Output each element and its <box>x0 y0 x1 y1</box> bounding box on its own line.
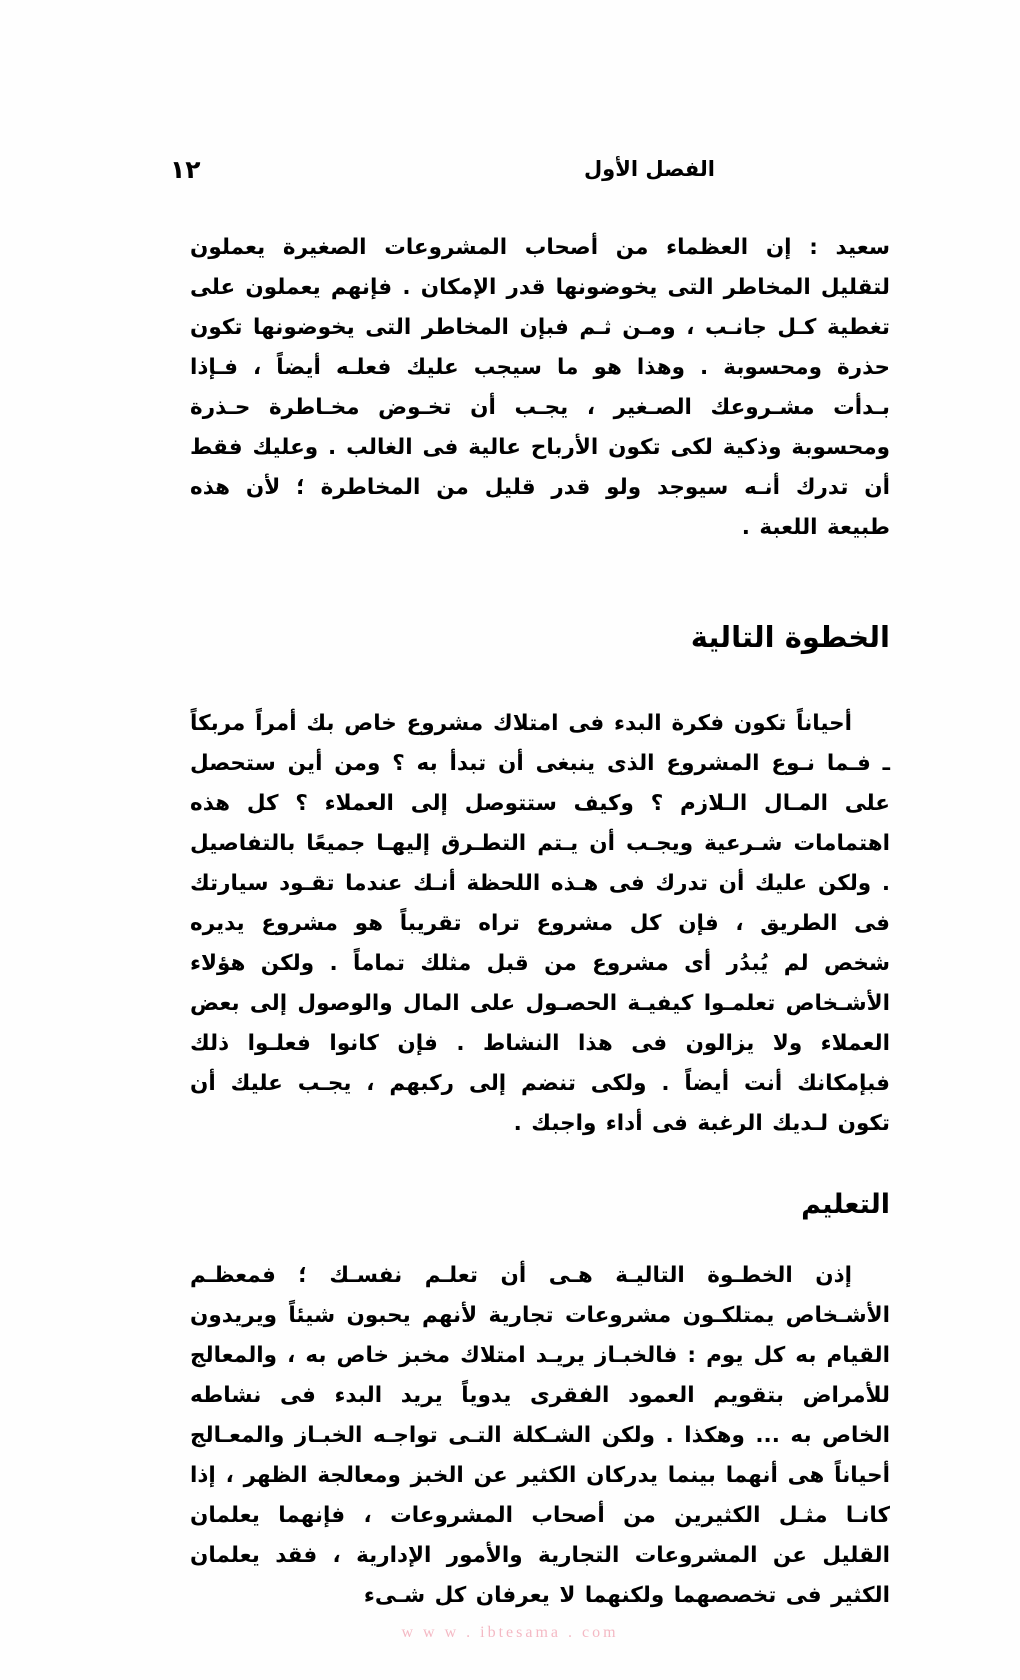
spacer <box>190 1226 890 1256</box>
paragraph-education-body: إذن الخطـوة التاليـة هـى أن تعلـم نفسـك ؛ فمعظـم الأشـخاص يمتلكـون مشروعات تجارية لأنهم يحبون شيئاً ويريدون القيام به كل يوم : فالخبـاز يريـد امتلاك مخبز خاص به ، والمعالج للأمراض بتقويم العمود الفقرى يدوياً يريد البدء فى نشاطه الخاص به ... وهكذا . ولكن الشـكلة التـى تواجـه الخبـاز والمعـالج أحياناً هى أنهما بينما يدركان الكثير عن الخبز ومعالجة الظهر ، إذا كانـا مثـل الكثيرين من أصحاب المشروعات ، فإنهما يعلمان القليل عن المشروعات التجارية والأمور الإدارية ، فقد يعلمان الكثير فى تخصصهما ولكنهما لا يعرفان كل شـىء <box>190 1263 890 1608</box>
spacer <box>190 1144 890 1184</box>
running-head <box>130 152 890 186</box>
chapter-title: الفصل الأول <box>583 156 715 181</box>
section-heading-education: التعليم <box>801 1189 890 1220</box>
section-heading-next-step: الخطوة التالية <box>690 620 890 654</box>
paragraph-next-step-body: أحياناً تكون فكرة البدء فى امتلاك مشروع خاص بك أمراً مربكاً ـ فـما نـوع المشروع الذى ينبغى أن تبدأ به ؟ ومن أين ستحصل على المـال الـلازم ؟ وكيف ستتوصل إلى العملاء ؟ كل هذه اهتمامات شـرعية ويجـب أن يـتم التطـرق إليهـا جميعًا بالتفاصيل . ولكن عليك أن تدرك فى هـذه اللحظة أنـك عندما تقـود سيارتك فى الطريق ، فإن كل مشروع تراه تقريباً هو مشروع يديره شخص لم يُبدُر أى مشروع من قبل مثلك تماماً . ولكن هؤلاء الأشـخاص تعلمـوا كيفيـة الحصـول على المال والوصول إلى بعض العملاء ولا يزالون فى هذا النشاط . فإن كانوا فعلـوا ذلك فبإمكانك أنت أيضاً . ولكى تنضم إلى ركبهم ، يجـب عليك أن تكون لـديك الرغبة فى أداء واجبك . <box>190 711 890 1136</box>
paragraph-said-quote: سعيد : إن العظماء من أصحاب المشروعات الصغيرة يعملون لتقليل المخاطر التى يخوضونها قدر الإمكان . فإنهم يعملون على تغطية كـل جانـب ، ومـن ثـم فبإن المخاطر التى يخوضونها تكون حذرة ومحسوبة . وهذا هو ما سيجب عليك فعلـه أيضاً ، فـإذا بـدأت مشـروعك الصـغير ، يجـب أن تخـوض مخـاطرة حـذرة ومحسوبة وذكية لكى تكون الأرباح عالية فى الغالب . وعليك فقط أن تدرك أنـه سيوجد ولو قدر قليل من المخاطرة ؛ لأن هذه طبيعة اللعبة . <box>190 235 890 540</box>
page-number: ١٢ <box>170 154 201 184</box>
spacer <box>190 548 890 616</box>
site-watermark: w w w . ibtesama . com <box>401 1624 619 1641</box>
body-text-column <box>190 228 890 1616</box>
spacer <box>190 658 890 704</box>
